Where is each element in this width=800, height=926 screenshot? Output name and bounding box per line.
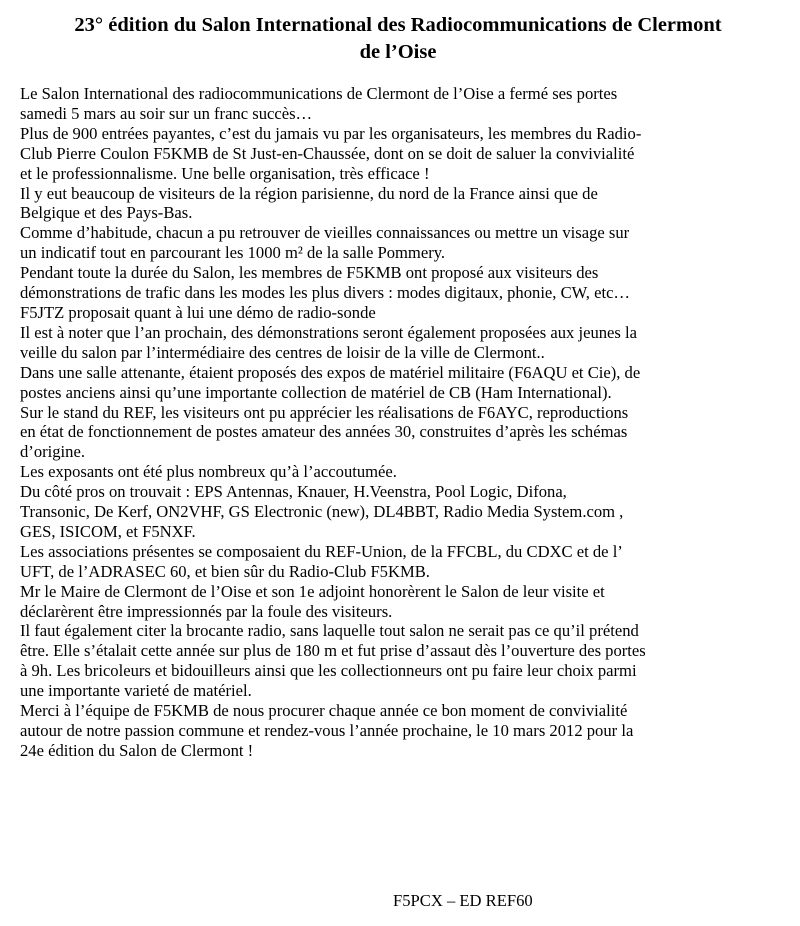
paragraph-8: Dans une salle attenante, étaient proposés des expos de matériel militaire (F6AQU et Cie), de postes anciens ainsi qu’une importante collection de matériel de CB (Ham International). bbox=[20, 362, 641, 402]
document-page bbox=[0, 12, 800, 926]
paragraph-14: Il faut également citer la brocante radio, sans laquelle tout salon ne serait pas ce qu’il prétend être. Elle s’étalait cette année sur plus de 180 m et fut prise d’assaut dès l’ouverture des portes à 9h. Les bricoleurs et bidouilleurs ainsi que les collectionneurs ont pu faire leur choix parmi une importante varieté de matériel. bbox=[20, 621, 646, 701]
paragraph-12: Les associations présentes se composaient du REF-Union, de la FFCBL, du CDXC et de l’ UFT, de l’ADRASEC 60, et bien sûr du Radio-Club F5KMB. bbox=[20, 541, 623, 581]
paragraph-2: Plus de 900 entrées payantes, c’est du jamais vu par les organisateurs, les membres du Radio- Club Pierre Coulon F5KMB de St Just-en-Chaussée, dont on se doit de saluer la convivialité et le professionnalisme. Une belle organisation, très efficace ! bbox=[20, 123, 642, 183]
paragraph-11: Du côté pros on trouvait : EPS Antennas, Knauer, H.Veenstra, Pool Logic, Difona, Transonic, De Kerf, ON2VHF, GS Electronic (new), DL4BBT, Radio Media System.com , GES, ISICOM, et F5NXF. bbox=[20, 482, 624, 541]
signature: F5PCX – ED REF60 bbox=[393, 891, 533, 910]
paragraph-13: Mr le Maire de Clermont de l’Oise et son 1e adjoint honorèrent le Salon de leur visite et déclarèrent être impressionnés par la foule des visiteurs. bbox=[20, 581, 605, 621]
paragraph-3: Il y eut beaucoup de visiteurs de la région parisienne, du nord de la France ainsi que de Belgique et des Pays-Bas. bbox=[20, 183, 598, 223]
paragraph-7: Il est à noter que l’an prochain, des démonstrations seront également proposées aux jeunes la veille du salon par l’intermédiaire des centres de loisir de la ville de Clermont.. bbox=[20, 322, 637, 362]
paragraph-5: Pendant toute la durée du Salon, les membres de F5KMB ont proposé aux visiteurs des démonstrations de trafic dans les modes les plus divers : modes digitaux, phonie, CW, etc… bbox=[20, 263, 631, 303]
paragraph-4: Comme d’habitude, chacun a pu retrouver de vieilles connaissances ou mettre un visage sur un indicatif tout en parcourant les 1000 m² de la salle Pommery. bbox=[20, 223, 630, 263]
document-body bbox=[20, 84, 776, 761]
paragraph-10: Les exposants ont été plus nombreux qu’à l’accoutumée. bbox=[20, 462, 397, 482]
document-title: 23° édition du Salon International des Radiocommunications de Clermont de l’Oise bbox=[74, 14, 722, 63]
paragraph-9: Sur le stand du REF, les visiteurs ont pu apprécier les réalisations de F6AYC, reproductions en état de fonctionnement de postes amateur des années 30, construites d’après les schémas d’origine. bbox=[20, 402, 629, 462]
paragraph-15: Merci à l’équipe de F5KMB de nous procurer chaque année ce bon moment de convivialité autour de notre passion commune et rendez-vous l’année prochaine, le 10 mars 2012 pour la 24e édition du Salon de Clermont ! bbox=[20, 701, 634, 760]
paragraph-6: F5JTZ proposait quant à lui une démo de radio-sonde bbox=[20, 302, 376, 322]
paragraph-1: Le Salon International des radiocommunications de Clermont de l’Oise a fermé ses portes samedi 5 mars au soir sur un franc succès… bbox=[20, 84, 618, 123]
